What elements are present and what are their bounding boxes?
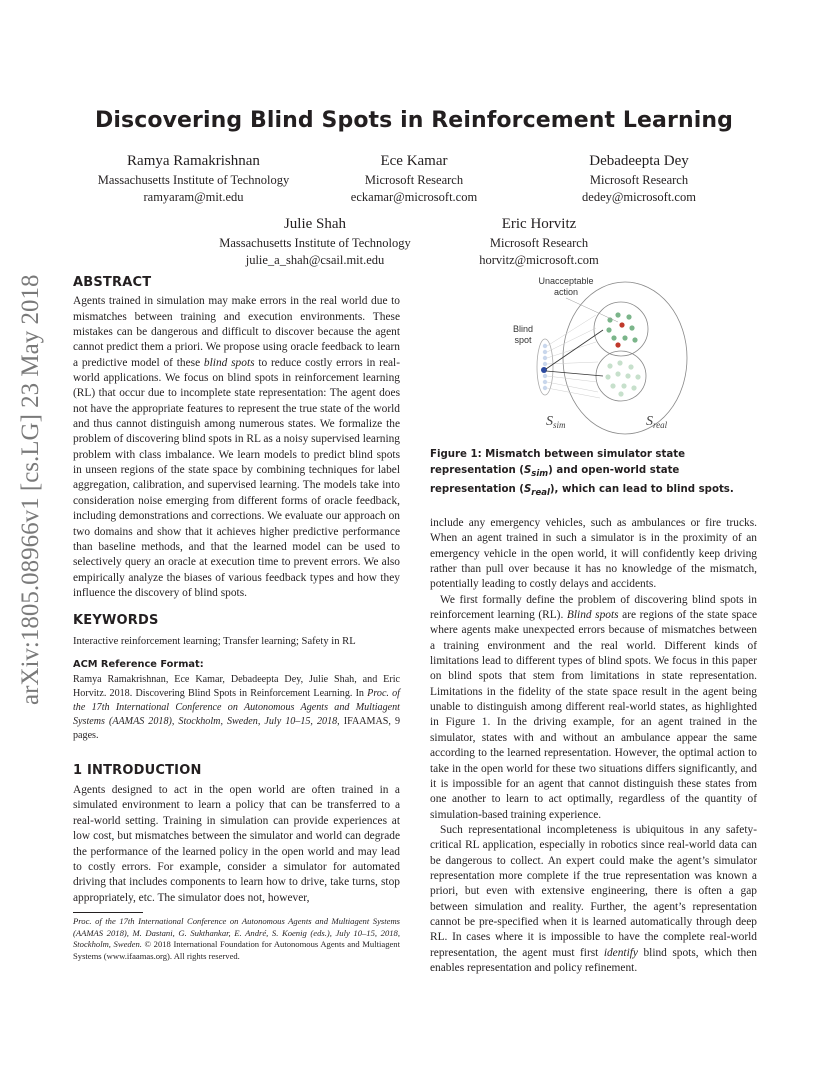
- sim-states: [543, 344, 547, 390]
- real-states-upper: [606, 312, 637, 347]
- paper-title: Discovering Blind Spots in Reinforcement Learning: [95, 108, 733, 133]
- author-block: [320, 151, 508, 206]
- figure-caption: Figure 1: Mismatch between simulator state representation $(S_{sim})$ and open-world state representation $(S_{real})$, which can lead to blind spots.: [430, 449, 734, 499]
- label-spot: spot: [514, 335, 532, 345]
- author-email: horvitz@microsoft.com: [479, 253, 599, 267]
- paragraph: Such representational incompleteness is ubiquitous in any safety-critical RL application, especially in robotics since real-world data can be dangerous to collect. An expert could make the agent’s simulator representation more complete if the true representation was known a priori, but even with extensive engineering, there is often a gap between simulation and reality. Further, the agent’s representation cannot be pre-specified when it is learned automatically through deep RL. In cases where it is impossible to have the complete real-world representation, the agent must first identify blind spots, which then enables representation and policy refinement.: [430, 823, 757, 974]
- label-s-sim: $S_{sim}$: [546, 414, 566, 430]
- keywords-text: Interactive reinforcement learning; Transfer learning; Safety in RL: [73, 635, 356, 647]
- label-s-real: $S_{real}$: [646, 414, 668, 430]
- keywords-heading: KEYWORDS: [73, 613, 159, 629]
- left-column: [73, 275, 400, 906]
- author-name: Ramya Ramakrishnan: [127, 153, 260, 169]
- real-states-lower: [605, 360, 640, 396]
- author-email: dedey@microsoft.com: [582, 190, 696, 204]
- author-name: Ece Kamar: [380, 153, 448, 169]
- author-email: julie_a_shah@csail.mit.edu: [245, 253, 385, 267]
- figure-1-diagram: [500, 270, 730, 435]
- author-block: [190, 214, 440, 269]
- footnote-rule: [73, 912, 143, 913]
- mapping-lines: [547, 315, 600, 398]
- author-block: [70, 151, 317, 206]
- author-affiliation: Microsoft Research: [489, 236, 589, 250]
- blind-spot-links: [546, 330, 603, 376]
- author-name: Eric Horvitz: [501, 216, 577, 232]
- author-affiliation: Massachusetts Institute of Technology: [219, 236, 411, 250]
- s-real-ellipse: [563, 282, 687, 434]
- author-email: eckamar@microsoft.com: [350, 190, 478, 204]
- label-blind: Blind: [512, 324, 534, 334]
- paragraph: include any emergency vehicles, such as ambulances or fire trucks. When an agent trained in such a simulator is in the proximity of an emergency vehicle in the open world, it will confidently keep driving rather than pull over because it has no knowledge of the mismatch, potentially leading to costly delays and accidents.: [430, 517, 757, 591]
- unacceptable-pointer: [566, 298, 618, 322]
- author-block: [548, 151, 730, 206]
- paragraph: We first formally define the problem of discovering blind spots in reinforcement learning (RL). Blind spots are regions of the state space where agents make unexpected errors because of mismatches between a training environment and the real world. Different kinds of limitations lead to different types of blind spots. We focus in this paper on blind spots that stem from limitations in state representation. Limitations in the fidelity of the state space result in the agent being unable to distinguish among different real-world states, as highlighted in Figure 1. In the driving example, for an agent trained in the simulator, states with and without an ambulance appear the same according to the learned representation. However, the optimal action to take in the open world for these two situations differs significantly, and it is impossible for an agent that cannot distinguish these states from one another to learn to act optimally, regardless of the quantity of simulation-based training experience.: [430, 593, 757, 821]
- author-affiliation: Microsoft Research: [589, 173, 689, 187]
- footnote: Proc. of the 17th International Conference on Autonomous Agents and Multiagent Systems (AAMAS 2018), M. Dastani, G. Sukthankar, E. André, S. Koenig (eds.), July 10–15, 2018, Stockholm, Sweden. © 2018 International Foundation for Autonomous Agents and Multiagent Systems (www.ifaamas.org). All rights reserved.: [73, 916, 400, 962]
- author-affiliation: Microsoft Research: [364, 173, 464, 187]
- author-name: Julie Shah: [283, 216, 347, 232]
- acm-ref-text: Ramya Ramakrishnan, Ece Kamar, Debadeepta Dey, Julie Shah, and Eric Horvitz. 2018. Discovering Blind Spots in Reinforcement Learning. In Proc. of the 17th International Conference on Autonomous Agents and Multiagent Systems (AAMAS 2018), Stockholm, Sweden, July 10–15, 2018, IFAAMAS, 9 pages.: [73, 674, 400, 741]
- author-affiliation: Massachusetts Institute of Technology: [97, 173, 290, 187]
- abstract-heading: ABSTRACT: [73, 275, 152, 290]
- label-action: action: [553, 287, 579, 297]
- arxiv-stamp: arXiv:1805.08966v1 [cs.LG] 23 May 2018: [17, 274, 44, 705]
- acm-ref-heading: ACM Reference Format:: [73, 658, 204, 670]
- intro-heading: 1 INTRODUCTION: [73, 762, 202, 778]
- abstract-text: Agents trained in simulation may make errors in the real world due to mismatches between training and execution environments. These mistakes can be dangerous and difficult to discover because the agent cannot predict them a priori. We propose using oracle feedback to learn a predictive model of these blind spots to reduce costly errors in real-world applications. We focus on blind spots in reinforcement learning (RL) that occur due to incomplete state representation: The agent does not have the appropriate features to represent the true state of the world and thus cannot distinguish among numerous states. We formalize the problem of discovering blind spots in RL as a noisy supervised learning problem with class imbalance. We learn models to predict blind spots in unseen regions of the state space by combining techniques for label aggregation, calibration, and supervised learning. The models take into consideration noise emerging from different forms of oracle feedback, including demonstrations and corrections. We evaluate our approach on two domains and show that it achieves higher predictive performance than baseline methods, and that the learned model can be used to selectively query an oracle at execution time to prevent errors. We also empirically analyze the biases of various feedback types and how they influence the discovery of blind spots.: [73, 295, 401, 599]
- label-unacceptable: Unacceptable: [538, 276, 594, 286]
- author-email: ramyaram@mit.edu: [143, 190, 244, 204]
- author-name: Debadeepta Dey: [589, 153, 689, 169]
- right-column: [430, 516, 757, 976]
- blind-spot-state: [541, 367, 547, 373]
- author-block: [444, 214, 634, 269]
- unacceptable-cluster: [594, 302, 648, 356]
- intro-paragraph: Agents designed to act in the open world are often trained in a simulated environment to learn a policy that can be transferred to a real-world setting. Training in simulation can provide experiences at low cost, but mismatches between the simulator and world can degrade the performance of the learned policy in the open world and may lead to costly errors. For example, consider a simulator for automated driving that includes components to learn how to drive, take turns, stop appropriately, etc. The simulator does not, however,: [73, 784, 400, 904]
